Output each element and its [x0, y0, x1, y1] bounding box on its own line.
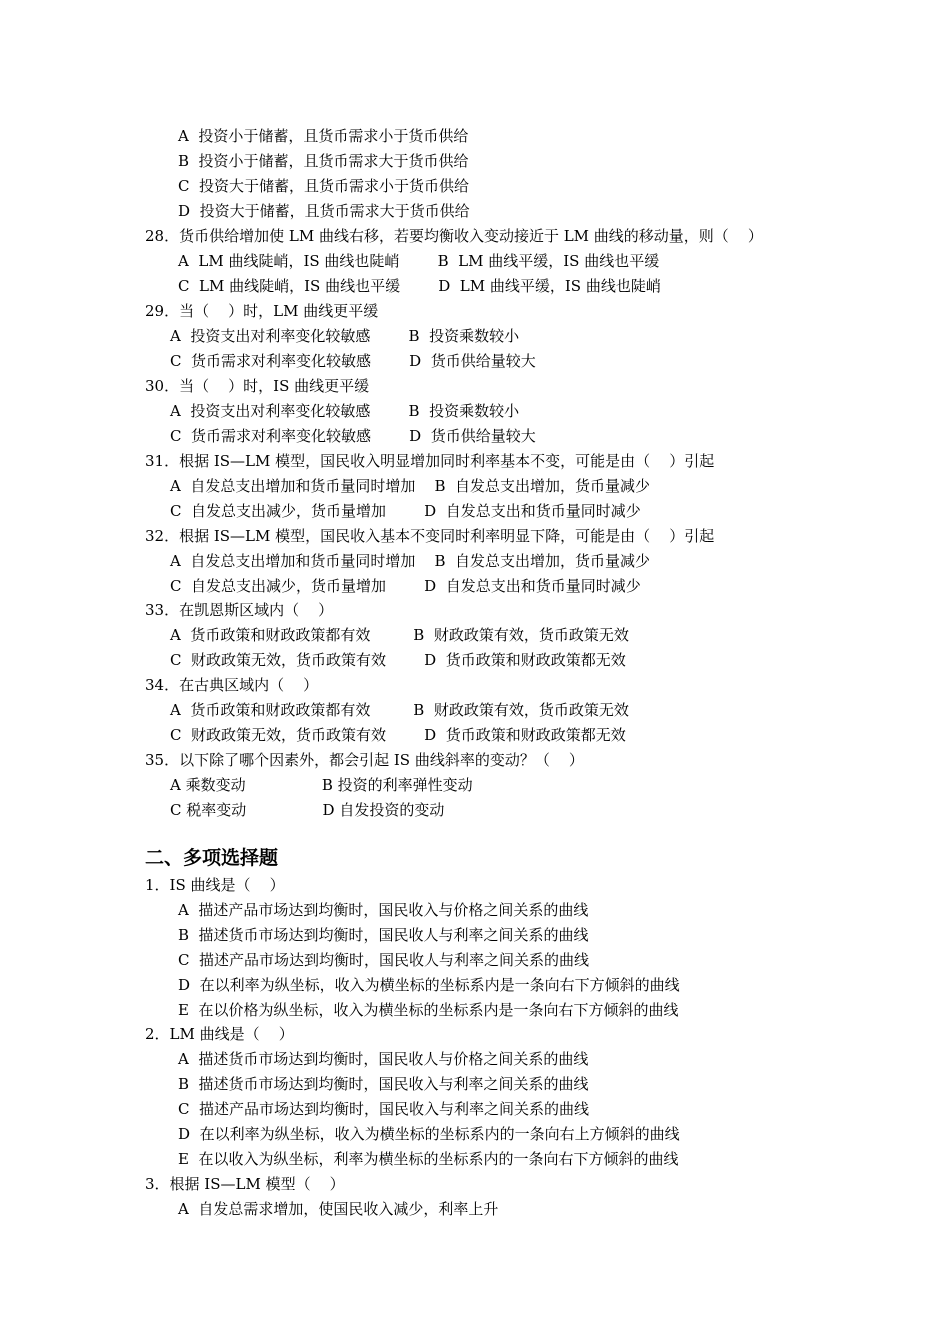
- q34-stem: 34．在古典区域内（ ）: [145, 676, 319, 694]
- q32-options-ab: A 自发总支出增加和货币量同时增加 B 自发总支出增加，货币量减少: [170, 552, 651, 570]
- q27-option-a: A 投资小于储蓄，且货币需求小于货币供给: [178, 127, 469, 145]
- mq1-option-b: B 描述货币市场达到均衡时，国民收人与利率之间关系的曲线: [178, 926, 589, 944]
- q30-options-cd: C 货币需求对利率变化较敏感 D 货币供给量较大: [170, 427, 536, 445]
- mq2-option-e: E 在以收入为纵坐标，利率为横坐标的坐标系内的一条向右下方倾斜的曲线: [178, 1150, 679, 1168]
- mq3-option-a: A 自发总需求增加，使国民收入减少，利率上升: [178, 1200, 499, 1218]
- q30-options-ab: A 投资支出对利率变化较敏感 B 投资乘数较小: [170, 402, 520, 420]
- mq2-option-a: A 描述货币市场达到均衡时，国民收人与价格之间关系的曲线: [178, 1050, 589, 1068]
- q29-options-cd: C 货币需求对利率变化较敏感 D 货币供给量较大: [170, 352, 536, 370]
- mq1-option-a: A 描述产品市场达到均衡时，国民收入与价格之间关系的曲线: [178, 901, 589, 919]
- q33-stem: 33．在凯恩斯区域内（ ）: [145, 601, 334, 619]
- q32-stem: 32．根据 IS—LM 模型，国民收入基本不变同时利率明显下降，可能是由（ ）引起: [145, 527, 715, 545]
- q34-options-cd: C 财政政策无效，货币政策有效 D 货币政策和财政政策都无效: [170, 726, 626, 744]
- mq2-stem: 2．LM 曲线是（ ）: [145, 1025, 294, 1043]
- q32-options-cd: C 自发总支出减少，货币量增加 D 自发总支出和货币量同时减少: [170, 577, 641, 595]
- q29-options-ab: A 投资支出对利率变化较敏感 B 投资乘数较小: [170, 327, 520, 345]
- mq1-option-d: D 在以利率为纵坐标，收入为横坐标的坐标系内是一条向右下方倾斜的曲线: [178, 976, 680, 994]
- q31-stem: 31．根据 IS—LM 模型，国民收入明显增加同时利率基本不变，可能是由（ ）引起: [145, 452, 715, 470]
- mq2-option-c: C 描述产品市场达到均衡时，国民收入与利率之间关系的曲线: [178, 1100, 590, 1118]
- q35-options-ab: A 乘数变动 B 投资的利率弹性变动: [170, 776, 473, 794]
- q27-option-d: D 投资大于储蓄，且货币需求大于货币供给: [178, 202, 470, 220]
- q29-stem: 29．当（ ）时，LM 曲线更平缓: [145, 302, 379, 320]
- q28-options-ab: A LM 曲线陡峭，IS 曲线也陡峭 B LM 曲线平缓，IS 曲线也平缓: [178, 252, 660, 270]
- q33-options-cd: C 财政政策无效，货币政策有效 D 货币政策和财政政策都无效: [170, 651, 626, 669]
- q34-options-ab: A 货币政策和财政政策都有效 B 财政政策有效，货币政策无效: [170, 701, 629, 719]
- mq3-stem: 3．根据 IS—LM 模型（ ）: [145, 1175, 345, 1193]
- q31-options-ab: A 自发总支出增加和货币量同时增加 B 自发总支出增加，货币量减少: [170, 477, 651, 495]
- section-heading: 二、多项选择题: [145, 847, 279, 869]
- mq1-option-c: C 描述产品市场达到均衡时，国民收人与利率之间关系的曲线: [178, 951, 590, 969]
- q35-stem: 35．以下除了哪个因素外，都会引起 IS 曲线斜率的变动？（ ）: [145, 751, 584, 769]
- q30-stem: 30．当（ ）时，IS 曲线更平缓: [145, 377, 370, 395]
- q28-options-cd: C LM 曲线陡峭，IS 曲线也平缓 D LM 曲线平缓，IS 曲线也陡峭: [178, 277, 661, 295]
- q27-option-b: B 投资小于储蓄，且货币需求大于货币供给: [178, 152, 469, 170]
- mq1-option-e: E 在以价格为纵坐标，收入为横坐标的坐标系内是一条向右下方倾斜的曲线: [178, 1001, 679, 1019]
- mq2-option-b: B 描述货币市场达到均衡时，国民收入与利率之间关系的曲线: [178, 1075, 589, 1093]
- q27-option-c: C 投资大于储蓄，且货币需求小于货币供给: [178, 177, 470, 195]
- q33-options-ab: A 货币政策和财政政策都有效 B 财政政策有效，货币政策无效: [170, 626, 629, 644]
- q35-options-cd: C 税率变动 D 自发投资的变动: [170, 801, 445, 819]
- mq1-stem: 1．IS 曲线是（ ）: [145, 876, 285, 894]
- mq2-option-d: D 在以利率为纵坐标，收入为横坐标的坐标系内的一条向右上方倾斜的曲线: [178, 1125, 680, 1143]
- q31-options-cd: C 自发总支出减少，货币量增加 D 自发总支出和货币量同时减少: [170, 502, 641, 520]
- q28-stem: 28．货币供给增加使 LM 曲线右移，若要均衡收入变动接近于 LM 曲线的移动量，则（ ）: [145, 227, 763, 245]
